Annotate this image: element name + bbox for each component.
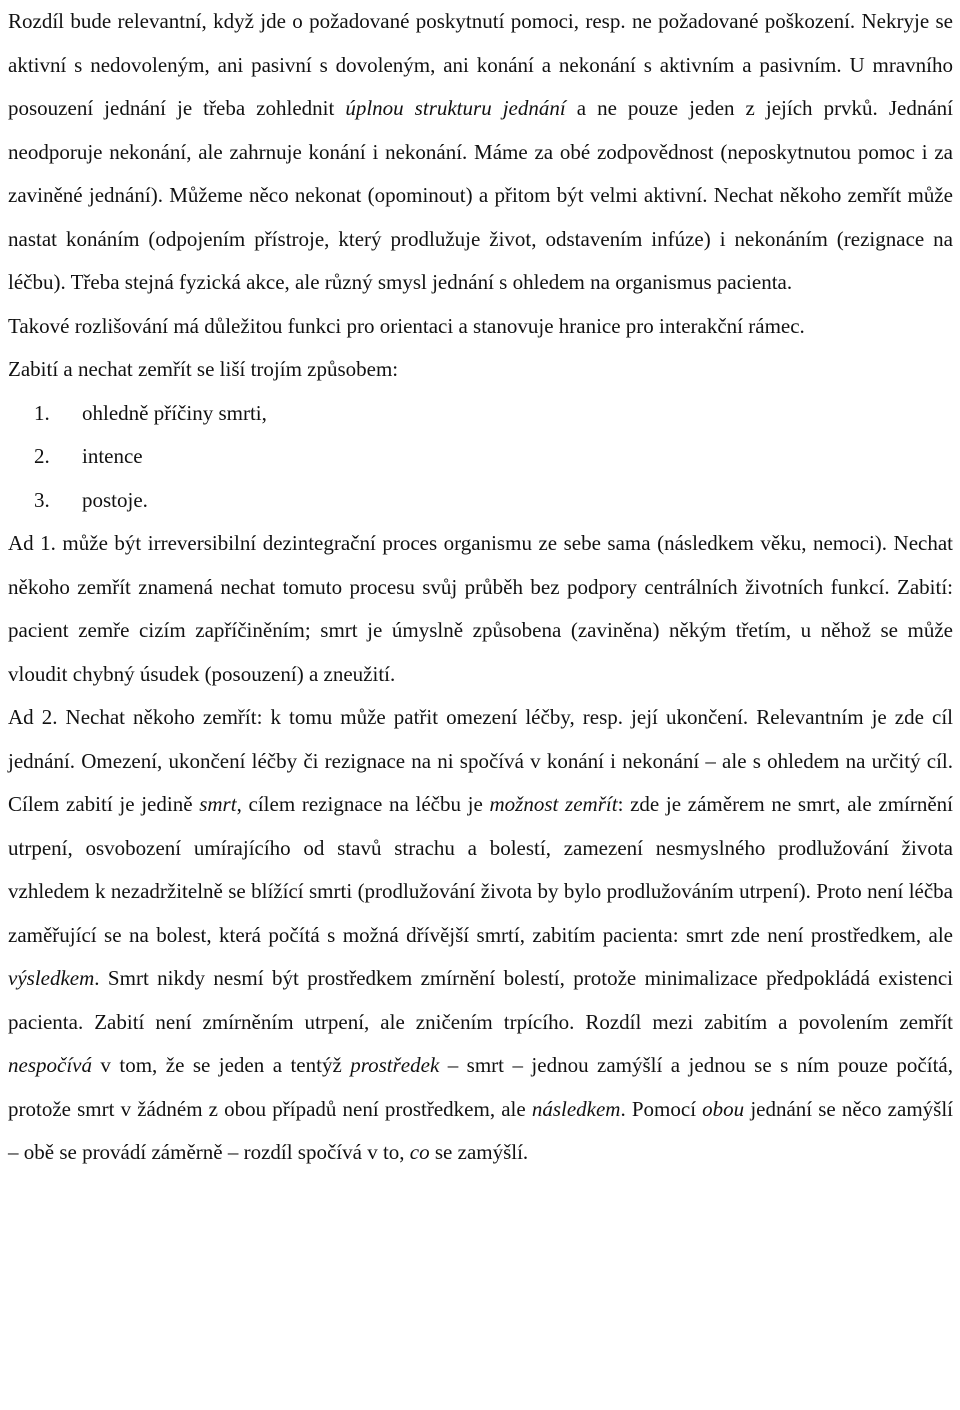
paragraph-3: Zabití a nechat zemřít se liší trojím způsobem: [8,357,399,381]
paragraph-5-emphasis: následkem [531,1096,621,1121]
paragraph-5-text: se zamýšlí. [429,1140,529,1164]
paragraph-5-text: jednání se něco zamýšlí – obě se provádí záměrně – rozdíl spočívá v to, [8,1096,953,1164]
paragraph-5-text: – smrt – jednou zamýšlí a jednou se s ním pouze počítá, protože smrt v žádném z obou případů není prostředkem, ale [8,1053,953,1121]
paragraph-1-text-b: a ne pouze jeden z jejích prvků. Jednání neodporuje nekonání, ale zahrnuje konání i nekonání. Máme za obé zodpovědnost (neposkytnutou pomoc i za zaviněné jednání). Můžeme něco nekonat (opominout) a přitom být velmi aktivní. Nechat někoho zemřít může nastat konáním (odpojením přístroje, který prodlužuje život, odstavením infúze) i nekonáním (rezignace na léčbu). Třeba stejná fyzická akce, ale různý smysl jednání s ohledem na organismus pacienta. [8,96,953,294]
paragraph-5-emphasis: co [409,1140,430,1164]
paragraph-5-text: . Smrt nikdy nesmí být prostředkem zmírnění bolestí, protože minimalizace předpokládá existenci pacienta. Zabití není zmírněním utrpení, ale zničením trpícího. Rozdíl mezi zabitím a povolením zemřít [8,966,953,1034]
numbered-list [8,392,953,523]
paragraph-5-text: v tom, že se jeden a tentýž [91,1053,351,1077]
paragraph-5-emphasis: smrt [199,792,237,816]
paragraph-5 [8,696,953,1175]
list-item [8,392,953,436]
list-item-number: 2. [34,444,50,468]
paragraph-5-emphasis: nespočívá [8,1053,92,1077]
list-item-text: ohledně příčiny smrti, [82,400,267,425]
paragraph-4: Ad 1. může být irreversibilní dezintegrační proces organismu ze sebe sama (následkem věku, nemoci). Nechat někoho zemřít znamená nechat tomuto procesu svůj průběh bez podpory centrálních životních funkcí. Zabití: pacient zemře cizím zapříčiněním; smrt je úmyslně způsobena (zaviněna) někým třetím, u něhož se může vloudit chybný úsudek (posouzení) a zneužití. [8,531,953,686]
paragraph-5-text: Ad 2. Nechat někoho zemřít: k tomu může patřit omezení léčby, resp. její ukončení. Relevantním je zde cíl jednání. Omezení, ukončení léčby či rezignace na ni spočívá v konání i nekonání – ale s ohledem na určitý cíl. Cílem zabití je jedině [8,705,953,816]
list-item [8,435,953,479]
list-item-number: 3. [34,487,50,512]
paragraph-1-emphasis: úplnou strukturu jednání [345,96,566,120]
paragraph-1-text-a: Rozdíl bude relevantní, když jde o požadované poskytnutí pomoci, resp. ne požadované poškození. Nekryje se aktivní s nedovoleným, ani pasivní s dovoleným, ani konání a nekonání s aktivním a pasivním. U mravního posouzení jednání je třeba zohlednit [8,9,953,120]
paragraph-5-emphasis: výsledkem [8,966,95,990]
paragraph-5-emphasis: prostředek [350,1053,440,1077]
list-item-text: postoje. [82,487,148,512]
paragraph-5-text: : zde je záměrem ne smrt, ale zmírnění utrpení, osvobození umírajícího od stavů strachu a bolestí, zamezení nesmyslného prodlužování života vzhledem k nezadržitelně se blížící smrti (prodlužování života by bylo prodlužováním utrpení). Proto není léčba zaměřující se na bolest, která počítá s možná dřívější smrtí, zabitím pacienta: smrt zde není prostředkem, ale [8,792,953,947]
paragraph-5-emphasis: obou [702,1096,745,1121]
paragraph-2: Takové rozlišování má důležitou funkci pro orientaci a stanovuje hranice pro interakční rámec. [8,313,805,338]
list-item [8,479,953,523]
paragraph-1 [8,0,953,305]
list-item-number: 1. [34,400,50,425]
paragraph-5-emphasis: možnost zemřít [489,792,618,816]
paragraph-5-text: . Pomocí [620,1096,703,1121]
paragraph-5-text: , cílem rezignace na léčbu je [236,792,490,816]
list-item-text: intence [82,444,143,468]
